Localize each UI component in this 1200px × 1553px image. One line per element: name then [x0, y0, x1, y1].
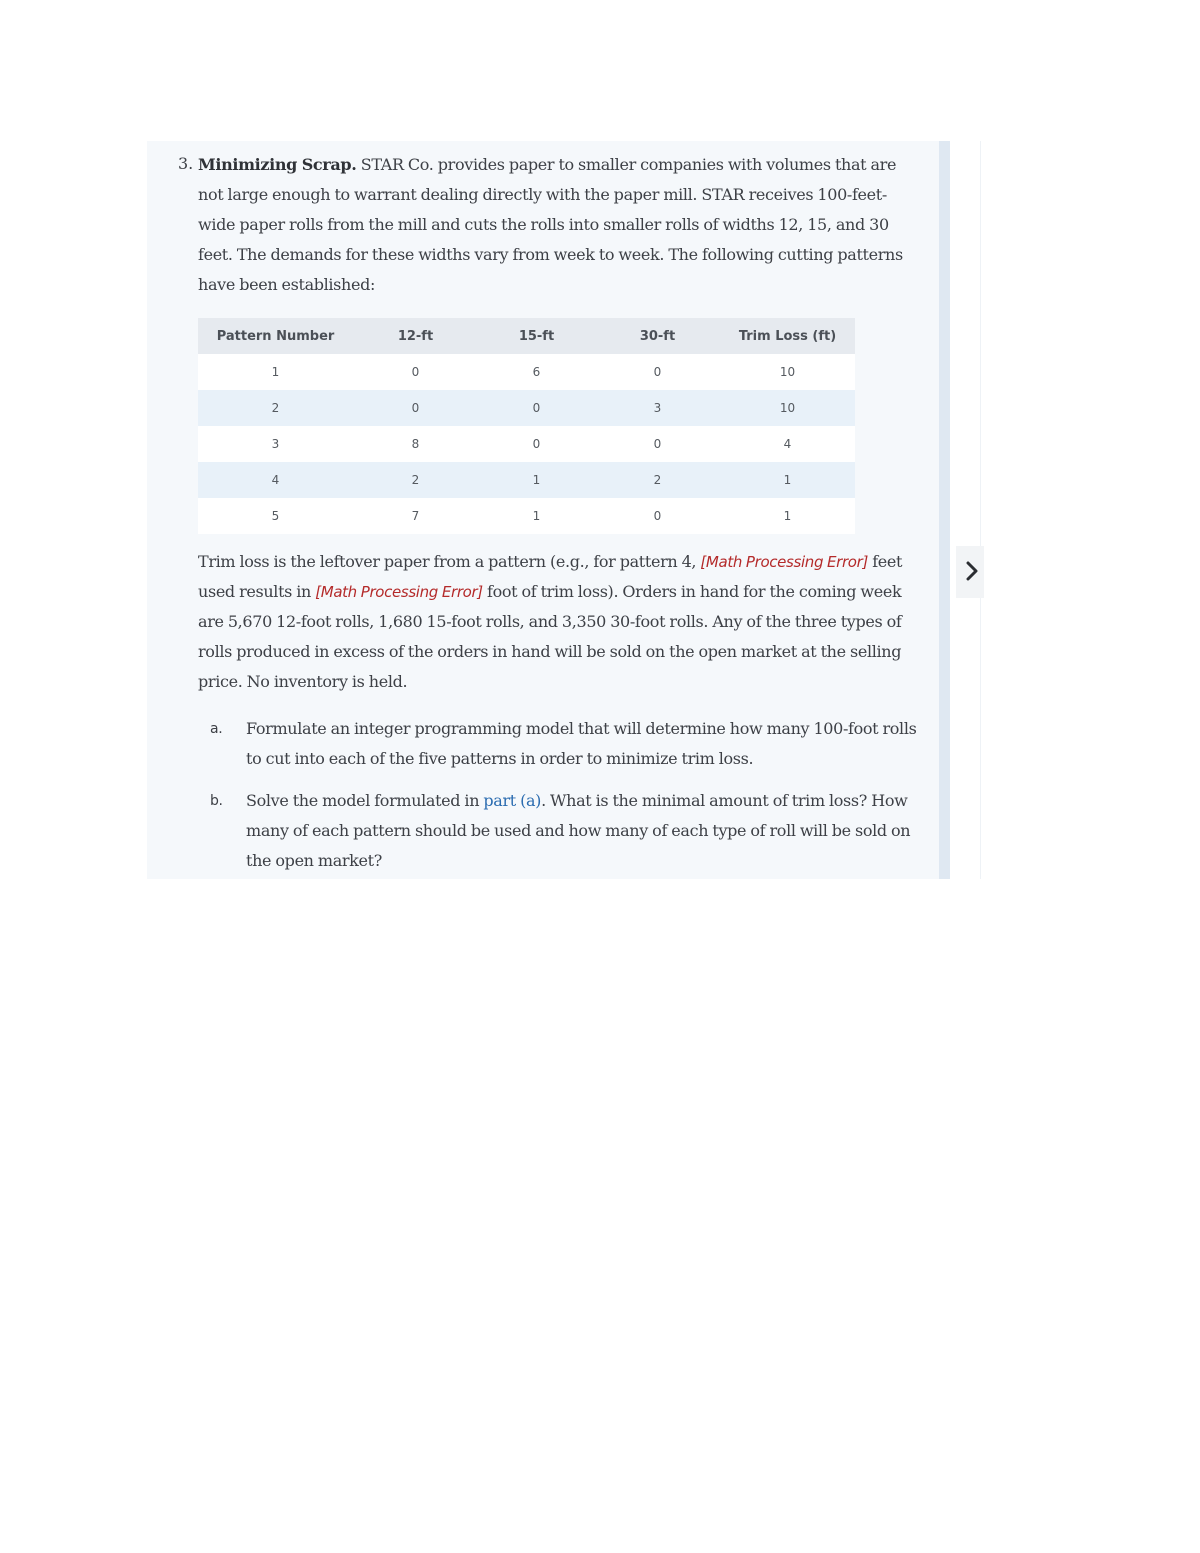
header-12-ft: 12-ft	[353, 318, 478, 354]
cell-12-ft: 8	[353, 426, 478, 462]
math-error-2: [Math Processing Error]	[315, 583, 483, 601]
cell-15-ft: 0	[478, 426, 595, 462]
trim-loss-paragraph	[198, 547, 922, 697]
header-15-ft: 15-ft	[478, 318, 595, 354]
question-intro	[198, 150, 922, 300]
question-title: Minimizing Scrap.	[198, 155, 357, 174]
cell-12-ft: 0	[353, 390, 478, 426]
cell-15-ft: 1	[478, 498, 595, 534]
cell-pattern: 1	[198, 354, 353, 390]
part-b-marker: b.	[210, 793, 223, 809]
table-row	[198, 426, 855, 462]
cell-trim-loss: 1	[720, 498, 855, 534]
list-item	[198, 786, 922, 876]
cell-pattern: 3	[198, 426, 353, 462]
part-a-link[interactable]: part (a)	[483, 791, 542, 810]
part-a-marker: a.	[210, 721, 223, 737]
math-error-1: [Math Processing Error]	[700, 553, 868, 571]
part-b-text-after: . What is the minimal amount of trim loss? How many of each pattern should be used and how many of each type of roll will be sold on the open market?	[246, 791, 911, 870]
list-item	[198, 714, 922, 774]
table-row	[198, 354, 855, 390]
cell-15-ft: 1	[478, 462, 595, 498]
part-b-text-before: Solve the model formulated in	[246, 791, 480, 810]
chevron-right-icon[interactable]	[956, 546, 984, 598]
table-row	[198, 498, 855, 534]
cell-trim-loss: 10	[720, 390, 855, 426]
cell-trim-loss: 4	[720, 426, 855, 462]
trim-text-2: feet used results in	[198, 552, 903, 601]
panel-divider	[980, 141, 981, 879]
cell-30-ft: 0	[595, 426, 720, 462]
cell-30-ft: 2	[595, 462, 720, 498]
panel-scroll-rail	[939, 141, 950, 879]
cell-12-ft: 7	[353, 498, 478, 534]
cell-30-ft: 3	[595, 390, 720, 426]
cell-pattern: 4	[198, 462, 353, 498]
cell-trim-loss: 1	[720, 462, 855, 498]
cutting-patterns-table	[198, 318, 855, 534]
cell-12-ft: 0	[353, 354, 478, 390]
part-a-text: Formulate an integer programming model that will determine how many 100-foot rolls to cut into each of the five patterns in order to minimize trim loss.	[246, 719, 917, 768]
cell-pattern: 5	[198, 498, 353, 534]
table-row	[198, 390, 855, 426]
cell-12-ft: 2	[353, 462, 478, 498]
cell-15-ft: 0	[478, 390, 595, 426]
cell-trim-loss: 10	[720, 354, 855, 390]
header-30-ft: 30-ft	[595, 318, 720, 354]
table-row	[198, 462, 855, 498]
cell-30-ft: 0	[595, 354, 720, 390]
table-header-row	[198, 318, 855, 354]
trim-text-3: foot of trim loss). Orders in hand for the coming week are 5,670 12-foot rolls, 1,680 15-foot rolls, and 3,350 30-foot rolls. Any of the three types of rolls produced in excess of the orders in hand will be sold on the open market at the selling price. No inventory is held.	[198, 582, 902, 691]
question-parts-list	[198, 714, 922, 888]
cell-30-ft: 0	[595, 498, 720, 534]
trim-text-1: Trim loss is the leftover paper from a pattern (e.g., for pattern 4,	[198, 552, 697, 571]
cell-15-ft: 6	[478, 354, 595, 390]
cell-pattern: 2	[198, 390, 353, 426]
header-trim-loss: Trim Loss (ft)	[720, 318, 855, 354]
question-intro-text: STAR Co. provides paper to smaller companies with volumes that are not large enough to warrant dealing directly with the paper mill. STAR receives 100-feet-wide paper rolls from the mill and cuts the rolls into smaller rolls of widths 12, 15, and 30 feet. The demands for these widths vary from week to week. The following cutting patterns have been established:	[198, 155, 903, 294]
question-number: 3.	[178, 154, 194, 173]
header-pattern-number: Pattern Number	[198, 318, 353, 354]
